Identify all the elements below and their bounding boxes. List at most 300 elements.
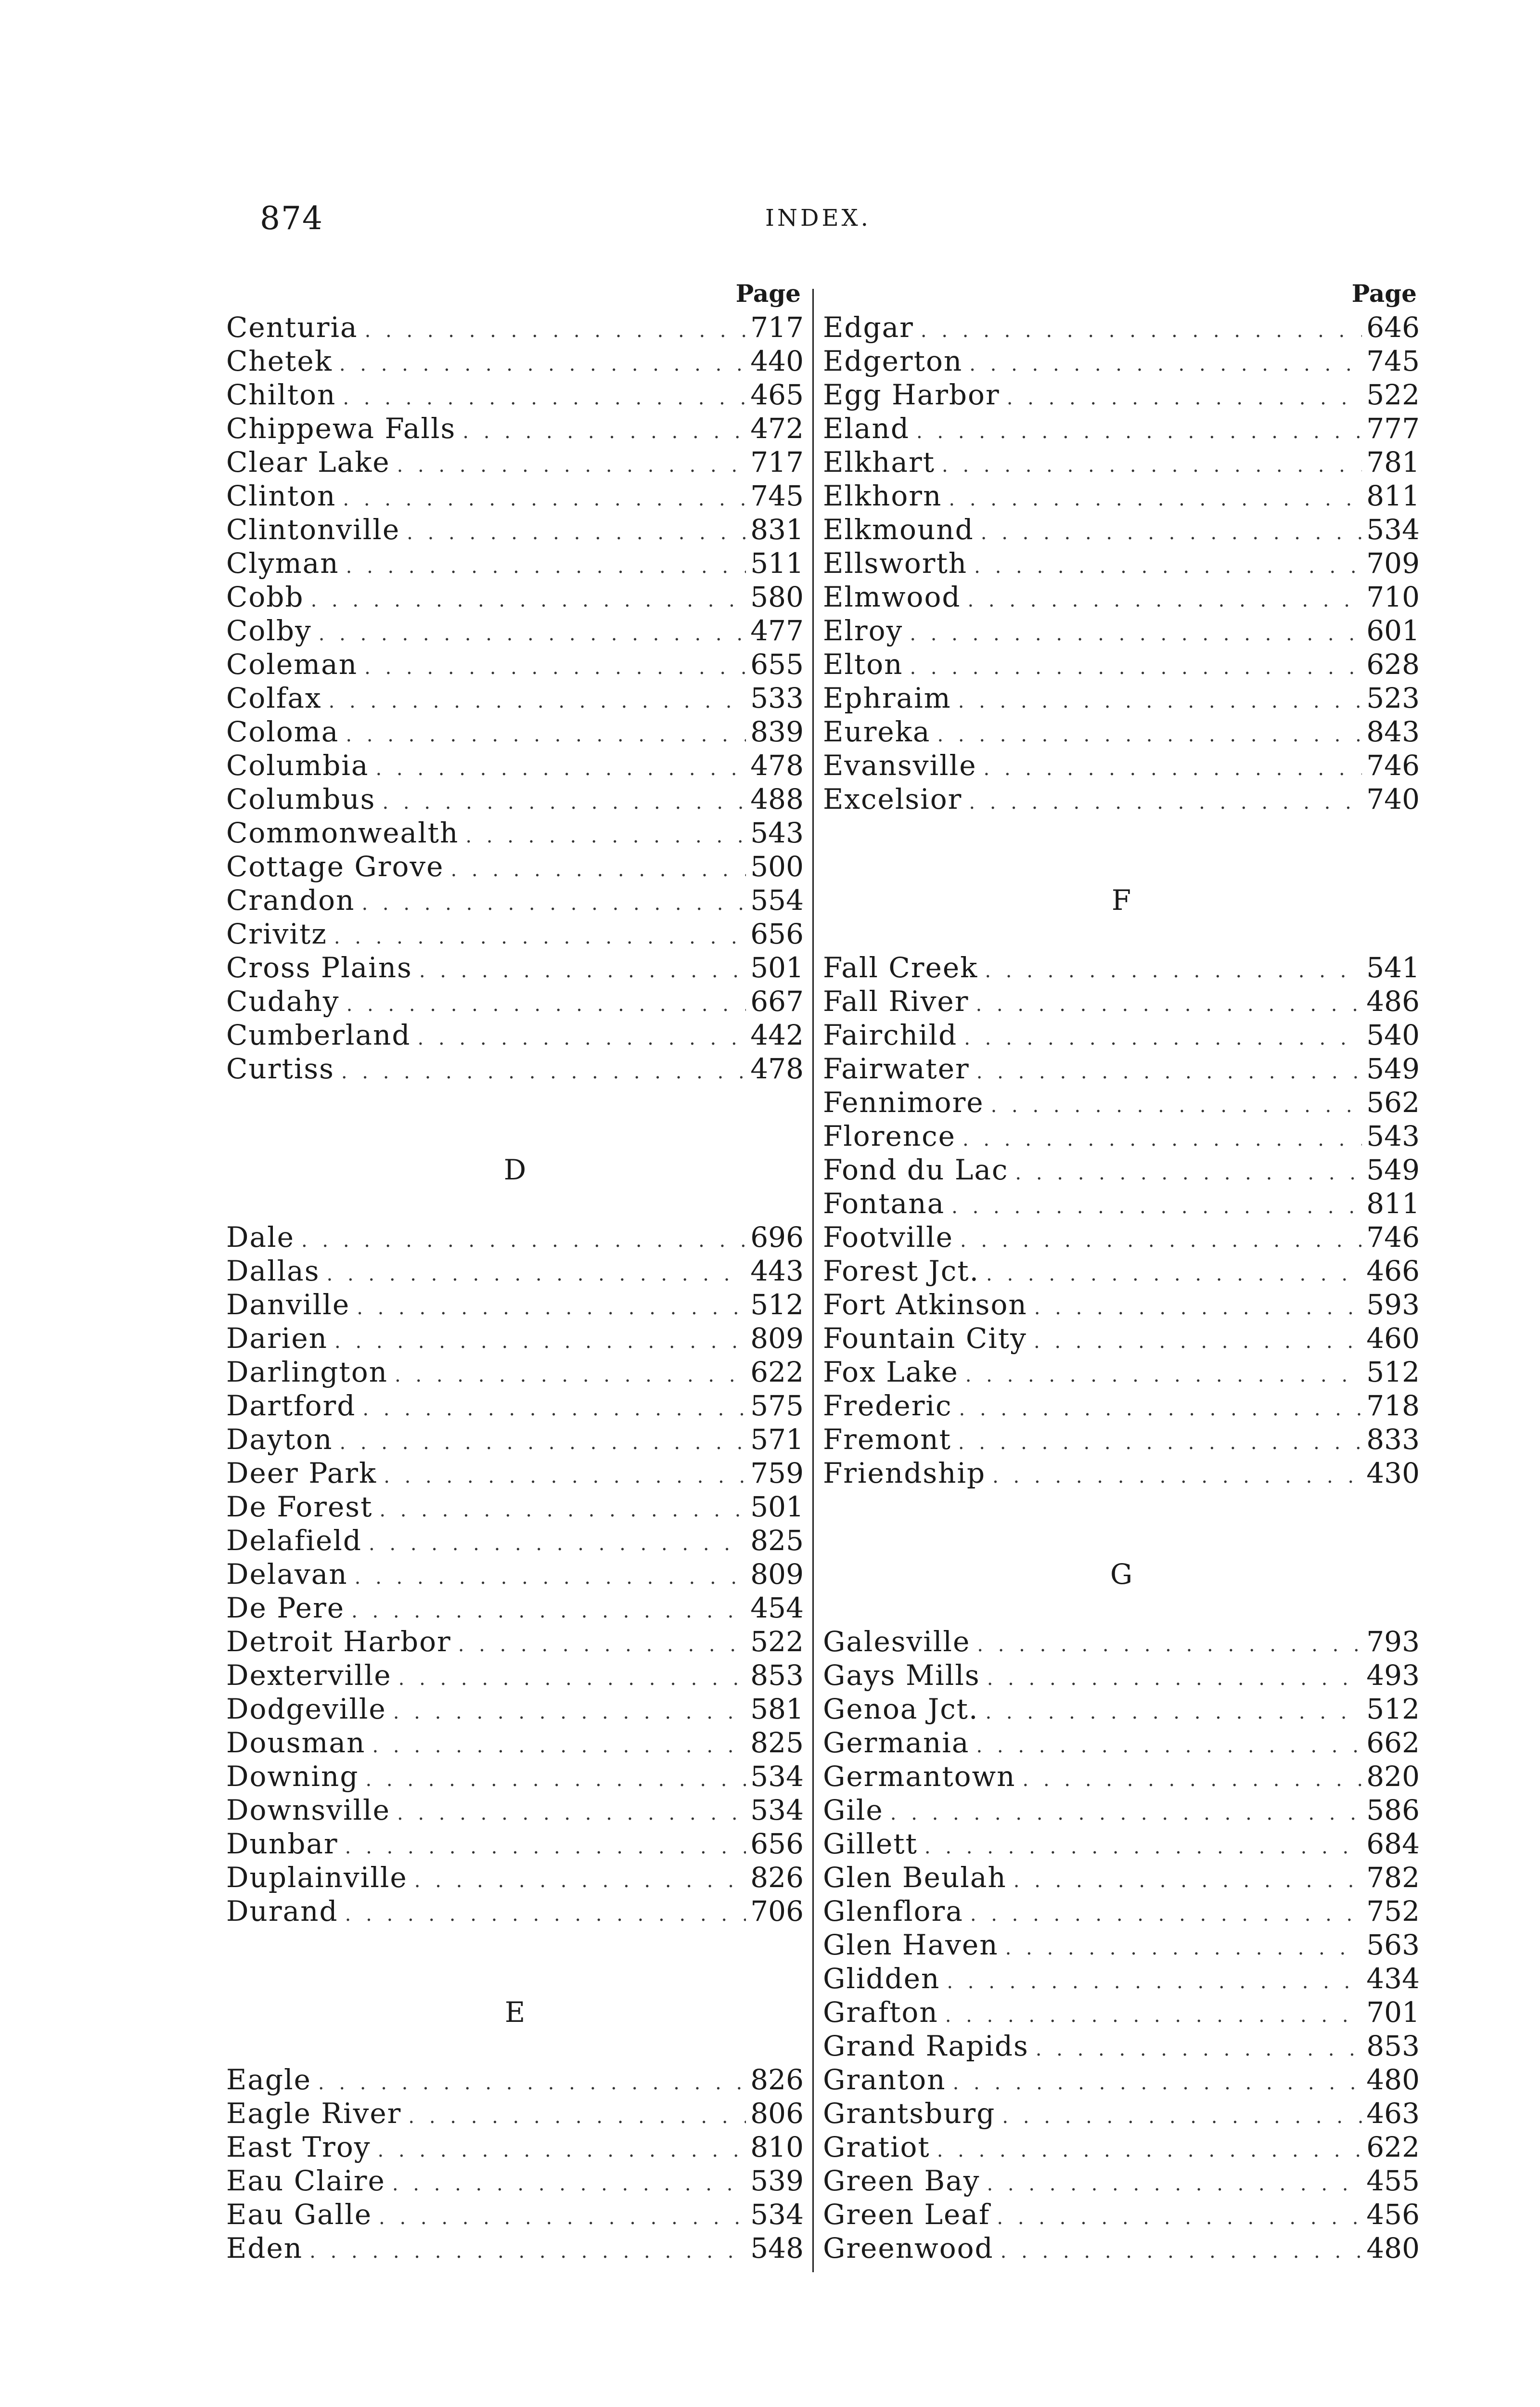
place-name: Fox Lake xyxy=(823,1356,959,1388)
page-reference: 793 xyxy=(1366,1625,1420,1658)
index-entry xyxy=(823,1861,1420,1894)
page-reference: 456 xyxy=(1366,2198,1420,2231)
dot-leader xyxy=(947,1965,1362,1999)
page-reference: 826 xyxy=(750,2063,804,2096)
index-entry xyxy=(823,1995,1420,2029)
page-reference: 539 xyxy=(750,2164,804,2197)
index-entry xyxy=(823,1018,1420,1052)
dot-leader xyxy=(987,2167,1362,2201)
index-entry xyxy=(226,580,804,614)
dot-leader xyxy=(985,954,1362,988)
dot-leader xyxy=(341,1055,746,1089)
dot-leader xyxy=(970,1898,1362,1931)
dot-leader xyxy=(977,1628,1362,1662)
index-entry xyxy=(823,715,1420,749)
index-entry xyxy=(823,1389,1420,1423)
place-name: Elmwood xyxy=(823,581,961,613)
index-entry xyxy=(226,1018,804,1052)
page-reference: 522 xyxy=(750,1625,804,1658)
dot-leader xyxy=(951,1190,1362,1224)
dot-leader xyxy=(465,819,746,853)
dot-leader xyxy=(921,314,1362,348)
page-reference: 512 xyxy=(1366,1356,1420,1388)
dot-leader xyxy=(369,1527,746,1561)
place-name: Curtiss xyxy=(226,1052,334,1085)
page-reference: 549 xyxy=(1366,1052,1420,1085)
place-name: Columbia xyxy=(226,749,369,782)
index-entry xyxy=(823,1288,1420,1321)
index-entry xyxy=(823,2063,1420,2096)
dot-leader xyxy=(1036,2032,1362,2066)
dot-leader xyxy=(986,1257,1362,1291)
index-entry xyxy=(823,546,1420,580)
index-entry xyxy=(226,749,804,782)
index-entry xyxy=(226,1692,804,1726)
dot-leader xyxy=(309,2235,746,2268)
page-reference: 826 xyxy=(750,1861,804,1894)
dot-leader xyxy=(1015,1156,1362,1190)
page-reference: 465 xyxy=(750,378,804,411)
page-reference: 543 xyxy=(750,816,804,849)
place-name: Darlington xyxy=(226,1356,388,1388)
page-reference: 718 xyxy=(1366,1389,1420,1422)
place-name: Glen Haven xyxy=(823,1928,999,1961)
place-name: Evansville xyxy=(823,749,977,782)
place-name: Greenwood xyxy=(823,2232,994,2265)
index-entry xyxy=(823,412,1420,445)
index-entry xyxy=(226,1423,804,1456)
index-entry xyxy=(226,311,804,344)
place-name: Eden xyxy=(226,2232,303,2265)
place-name: Danville xyxy=(226,1288,350,1321)
index-entry xyxy=(823,2164,1420,2198)
index-group-e-continued xyxy=(823,311,1420,816)
index-entry xyxy=(823,1962,1420,1995)
index-entry xyxy=(226,2198,804,2231)
index-entry xyxy=(823,1423,1420,1456)
place-name: De Pere xyxy=(226,1592,345,1624)
index-entry xyxy=(226,546,804,580)
index-entry xyxy=(823,1658,1420,1692)
index-entry xyxy=(226,1052,804,1086)
index-entry xyxy=(226,1456,804,1490)
dot-leader xyxy=(981,516,1362,550)
place-name: Dexterville xyxy=(226,1659,392,1692)
index-entry xyxy=(226,2164,804,2198)
page-reference: 853 xyxy=(1366,2030,1420,2062)
index-entry xyxy=(226,1524,804,1557)
place-name: Downing xyxy=(226,1760,359,1793)
page-column-label: Page xyxy=(735,279,801,308)
dot-leader xyxy=(379,2201,746,2235)
page-reference: 740 xyxy=(1366,783,1420,815)
place-name: Fremont xyxy=(823,1423,951,1456)
page-reference: 843 xyxy=(1366,715,1420,748)
place-name: Columbus xyxy=(226,783,376,815)
place-name: Grand Rapids xyxy=(823,2030,1029,2062)
page-reference: 656 xyxy=(750,1827,804,1860)
place-name: Dousman xyxy=(226,1726,366,1759)
page-reference: 575 xyxy=(750,1389,804,1422)
dot-leader xyxy=(346,550,746,583)
page-reference: 622 xyxy=(1366,2131,1420,2163)
index-entry xyxy=(226,1625,804,1658)
page-reference: 593 xyxy=(1366,1288,1420,1321)
page-reference: 622 xyxy=(750,1356,804,1388)
index-entry xyxy=(823,1456,1420,1490)
index-entry xyxy=(823,2029,1420,2063)
place-name: Gillett xyxy=(823,1827,918,1860)
index-entry xyxy=(823,513,1420,546)
page-reference: 752 xyxy=(1366,1895,1420,1928)
dot-leader xyxy=(942,449,1362,482)
dot-leader xyxy=(334,920,746,954)
index-group-e xyxy=(226,2063,804,2265)
index-entry xyxy=(226,1220,804,1254)
index-entry xyxy=(226,1591,804,1625)
place-name: Darien xyxy=(226,1322,328,1355)
index-entry xyxy=(823,782,1420,816)
dot-leader xyxy=(969,786,1362,819)
page-reference: 825 xyxy=(750,1726,804,1759)
place-name: Glenflora xyxy=(823,1895,963,1928)
page-reference: 586 xyxy=(1366,1794,1420,1826)
place-name: Edgerton xyxy=(823,345,963,377)
page-column-label: Page xyxy=(1351,279,1417,308)
place-name: Germantown xyxy=(823,1760,1016,1793)
page-reference: 548 xyxy=(750,2232,804,2265)
page-reference: 759 xyxy=(750,1457,804,1489)
page-reference: 662 xyxy=(1366,1726,1420,1759)
place-name: Green Bay xyxy=(823,2164,980,2197)
index-entry xyxy=(226,614,804,647)
place-name: Chetek xyxy=(226,345,333,377)
dot-leader xyxy=(339,1426,746,1460)
dot-leader xyxy=(964,1022,1362,1055)
dot-leader xyxy=(991,1089,1362,1123)
dot-leader xyxy=(958,685,1362,718)
page-reference: 710 xyxy=(1366,581,1420,613)
dot-leader xyxy=(450,853,746,887)
index-entry xyxy=(226,1389,804,1423)
index-group-f xyxy=(823,951,1420,1490)
dot-leader xyxy=(329,685,746,718)
place-name: Fall Creek xyxy=(823,951,978,984)
running-title: INDEX. xyxy=(765,205,871,232)
dot-leader xyxy=(985,1695,1362,1729)
dot-leader xyxy=(937,2134,1362,2167)
page-reference: 522 xyxy=(1366,378,1420,411)
dot-leader xyxy=(458,1628,746,1662)
index-entry xyxy=(226,513,804,546)
place-name: De Forest xyxy=(226,1490,373,1523)
page-reference: 512 xyxy=(750,1288,804,1321)
index-entry xyxy=(823,1153,1420,1187)
index-entry xyxy=(823,479,1420,513)
dot-leader xyxy=(969,348,1362,381)
place-name: Frederic xyxy=(823,1389,952,1422)
index-entry xyxy=(226,1793,804,1827)
dot-leader xyxy=(319,617,746,651)
page-reference: 488 xyxy=(750,783,804,815)
place-name: Fennimore xyxy=(823,1086,984,1119)
index-entry xyxy=(823,1928,1420,1962)
place-name: Fort Atkinson xyxy=(823,1288,1027,1321)
place-name: Clinton xyxy=(226,479,336,512)
place-name: Cottage Grove xyxy=(226,850,444,883)
index-entry xyxy=(823,1625,1420,1658)
place-name: Clyman xyxy=(226,547,339,580)
index-entry xyxy=(226,816,804,850)
index-entry xyxy=(823,1793,1420,1827)
place-name: Fairchild xyxy=(823,1019,958,1051)
index-entry xyxy=(823,1052,1420,1086)
dot-leader xyxy=(343,381,746,415)
page-reference: 820 xyxy=(1366,1760,1420,1793)
index-entry xyxy=(823,344,1420,378)
index-entry xyxy=(823,1254,1420,1288)
index-entry xyxy=(226,917,804,951)
place-name: Forest Jct. xyxy=(823,1255,980,1287)
place-name: Gratiot xyxy=(823,2131,930,2163)
place-name: Elton xyxy=(823,648,903,681)
index-entry xyxy=(823,647,1420,681)
place-name: Commonwealth xyxy=(226,816,459,849)
index-entry xyxy=(823,311,1420,344)
dot-leader xyxy=(343,482,746,516)
index-entry xyxy=(823,749,1420,782)
page-reference: 628 xyxy=(1366,648,1420,681)
page-reference: 706 xyxy=(750,1895,804,1928)
index-entry xyxy=(823,2198,1420,2231)
index-entry xyxy=(226,1760,804,1793)
page-reference: 534 xyxy=(750,1760,804,1793)
place-name: Coleman xyxy=(226,648,358,681)
dot-leader xyxy=(357,1291,746,1325)
page-reference: 709 xyxy=(1366,547,1420,580)
index-entry xyxy=(226,479,804,513)
place-name: Gays Mills xyxy=(823,1659,980,1692)
place-name: Eureka xyxy=(823,715,931,748)
page-reference: 501 xyxy=(750,1490,804,1523)
dot-leader xyxy=(937,718,1362,752)
dot-leader xyxy=(375,752,746,786)
dot-leader xyxy=(365,1763,746,1797)
page-reference: 811 xyxy=(1366,1187,1420,1220)
dot-leader xyxy=(975,988,1362,1022)
index-entry xyxy=(226,1894,804,1928)
page-reference: 831 xyxy=(750,513,804,546)
dot-leader xyxy=(1005,1931,1362,1965)
dot-leader xyxy=(408,2100,746,2134)
index-group-d xyxy=(226,1220,804,1928)
place-name: Duplainville xyxy=(226,1861,408,1894)
dot-leader xyxy=(890,1797,1362,1830)
place-name: Coloma xyxy=(226,715,339,748)
place-name: Dale xyxy=(226,1221,295,1254)
index-entry xyxy=(226,715,804,749)
place-name: Excelsior xyxy=(823,783,962,815)
place-name: Footville xyxy=(823,1221,953,1254)
index-entry xyxy=(226,1321,804,1355)
index-entry xyxy=(823,2096,1420,2130)
dot-leader xyxy=(318,2066,746,2100)
index-entry xyxy=(226,1658,804,1692)
place-name: Dartford xyxy=(226,1389,356,1422)
dot-leader xyxy=(301,1224,746,1257)
page-reference: 478 xyxy=(750,1052,804,1085)
dot-leader xyxy=(1002,2100,1362,2134)
dot-leader xyxy=(959,1392,1362,1426)
index-entry xyxy=(823,1086,1420,1119)
dot-leader xyxy=(1014,1864,1362,1898)
dot-leader xyxy=(910,651,1362,685)
place-name: Ellsworth xyxy=(823,547,968,580)
place-name: Elkhart xyxy=(823,446,936,479)
page-reference: 717 xyxy=(750,446,804,479)
dot-leader xyxy=(364,651,746,685)
index-entry xyxy=(823,984,1420,1018)
dot-leader xyxy=(365,314,746,348)
dot-leader xyxy=(418,1022,746,1055)
dot-leader xyxy=(355,1561,746,1594)
index-entry xyxy=(226,782,804,816)
index-entry xyxy=(226,2096,804,2130)
place-name: Grantsburg xyxy=(823,2097,996,2130)
place-name: Crivitz xyxy=(226,918,327,950)
page-reference: 825 xyxy=(750,1524,804,1557)
place-name: Dunbar xyxy=(226,1827,338,1860)
index-entry xyxy=(226,344,804,378)
page-reference: 534 xyxy=(750,2198,804,2231)
page-reference: 833 xyxy=(1366,1423,1420,1456)
dot-leader xyxy=(976,1055,1362,1089)
right-column xyxy=(823,277,1420,2265)
page-reference: 480 xyxy=(1366,2063,1420,2096)
page-reference: 511 xyxy=(750,547,804,580)
place-name: Germania xyxy=(823,1726,970,1759)
index-entry xyxy=(226,1557,804,1591)
page-reference: 543 xyxy=(1366,1120,1420,1152)
letter-heading-e: E xyxy=(504,1996,526,2029)
left-column xyxy=(226,277,804,2265)
index-entry xyxy=(226,984,804,1018)
index-entry xyxy=(226,850,804,883)
letter-heading-g: G xyxy=(1110,1558,1133,1591)
place-name: Fontana xyxy=(823,1187,945,1220)
index-entry xyxy=(226,445,804,479)
page-reference: 563 xyxy=(1366,1928,1420,1961)
place-name: Fall River xyxy=(823,985,969,1018)
dot-leader xyxy=(997,2201,1362,2235)
place-name: Glen Beulah xyxy=(823,1861,1007,1894)
page-reference: 500 xyxy=(750,850,804,883)
dot-leader xyxy=(345,1830,746,1864)
dot-leader xyxy=(968,583,1362,617)
index-entry xyxy=(226,412,804,445)
page-reference: 486 xyxy=(1366,985,1420,1018)
place-name: Fountain City xyxy=(823,1322,1027,1355)
index-entry xyxy=(823,445,1420,479)
dot-leader xyxy=(346,718,746,752)
place-name: Glidden xyxy=(823,1962,940,1995)
dot-leader xyxy=(384,1460,746,1493)
page-reference: 806 xyxy=(750,2097,804,2130)
dot-leader xyxy=(462,415,746,449)
index-entry xyxy=(226,647,804,681)
dot-leader xyxy=(992,1460,1362,1493)
index-entry xyxy=(823,951,1420,984)
page-reference: 523 xyxy=(1366,682,1420,714)
place-name: Durand xyxy=(226,1895,338,1928)
page-reference: 493 xyxy=(1366,1659,1420,1692)
dot-leader xyxy=(1001,2235,1362,2268)
index-entry xyxy=(226,1861,804,1894)
place-name: Edgar xyxy=(823,311,914,344)
index-entry xyxy=(226,2063,804,2096)
place-name: Egg Harbor xyxy=(823,378,1000,411)
letter-heading-d: D xyxy=(503,1153,526,1186)
place-name: Granton xyxy=(823,2063,946,2096)
page-reference: 746 xyxy=(1366,749,1420,782)
page-reference: 809 xyxy=(750,1558,804,1591)
index-entry xyxy=(226,681,804,715)
page-reference: 466 xyxy=(1366,1255,1420,1287)
page-reference: 534 xyxy=(1366,513,1420,546)
index-entry xyxy=(823,1692,1420,1726)
place-name: Dodgeville xyxy=(226,1693,386,1725)
page-reference: 463 xyxy=(1366,2097,1420,2130)
place-name: Colby xyxy=(226,614,312,647)
index-entry xyxy=(226,951,804,984)
place-name: Clintonville xyxy=(226,513,400,546)
page-reference: 434 xyxy=(1366,1962,1420,1995)
place-name: Cumberland xyxy=(226,1019,411,1051)
place-name: Friendship xyxy=(823,1457,986,1489)
place-name: Delafield xyxy=(226,1524,362,1557)
page-reference: 655 xyxy=(750,648,804,681)
page-reference: 701 xyxy=(1366,1996,1420,2029)
place-name: Elroy xyxy=(823,614,903,647)
place-name: Cross Plains xyxy=(226,951,412,984)
dot-leader xyxy=(924,1830,1362,1864)
dot-leader xyxy=(414,1864,746,1898)
page-reference: 454 xyxy=(750,1592,804,1624)
place-name: Green Leaf xyxy=(823,2198,990,2231)
dot-leader xyxy=(345,1898,746,1931)
place-name: Eagle River xyxy=(226,2097,402,2130)
place-name: Gile xyxy=(823,1794,884,1826)
page-reference: 839 xyxy=(750,715,804,748)
dot-leader xyxy=(397,449,746,482)
page-reference: 782 xyxy=(1366,1861,1420,1894)
dot-leader xyxy=(965,1359,1362,1392)
place-name: Eagle xyxy=(226,2063,311,2096)
index-entry xyxy=(226,1827,804,1861)
page-reference: 562 xyxy=(1366,1086,1420,1119)
dot-leader xyxy=(398,1662,746,1695)
page-reference: 580 xyxy=(750,581,804,613)
dot-leader xyxy=(984,752,1362,786)
index-entry xyxy=(226,2231,804,2265)
index-entry xyxy=(226,1490,804,1524)
dot-leader xyxy=(1007,381,1362,415)
page-reference: 746 xyxy=(1366,1221,1420,1254)
place-name: Elkhorn xyxy=(823,479,942,512)
place-name: Eland xyxy=(823,412,910,445)
dot-leader xyxy=(397,1797,746,1830)
place-name: Grafton xyxy=(823,1996,938,2029)
